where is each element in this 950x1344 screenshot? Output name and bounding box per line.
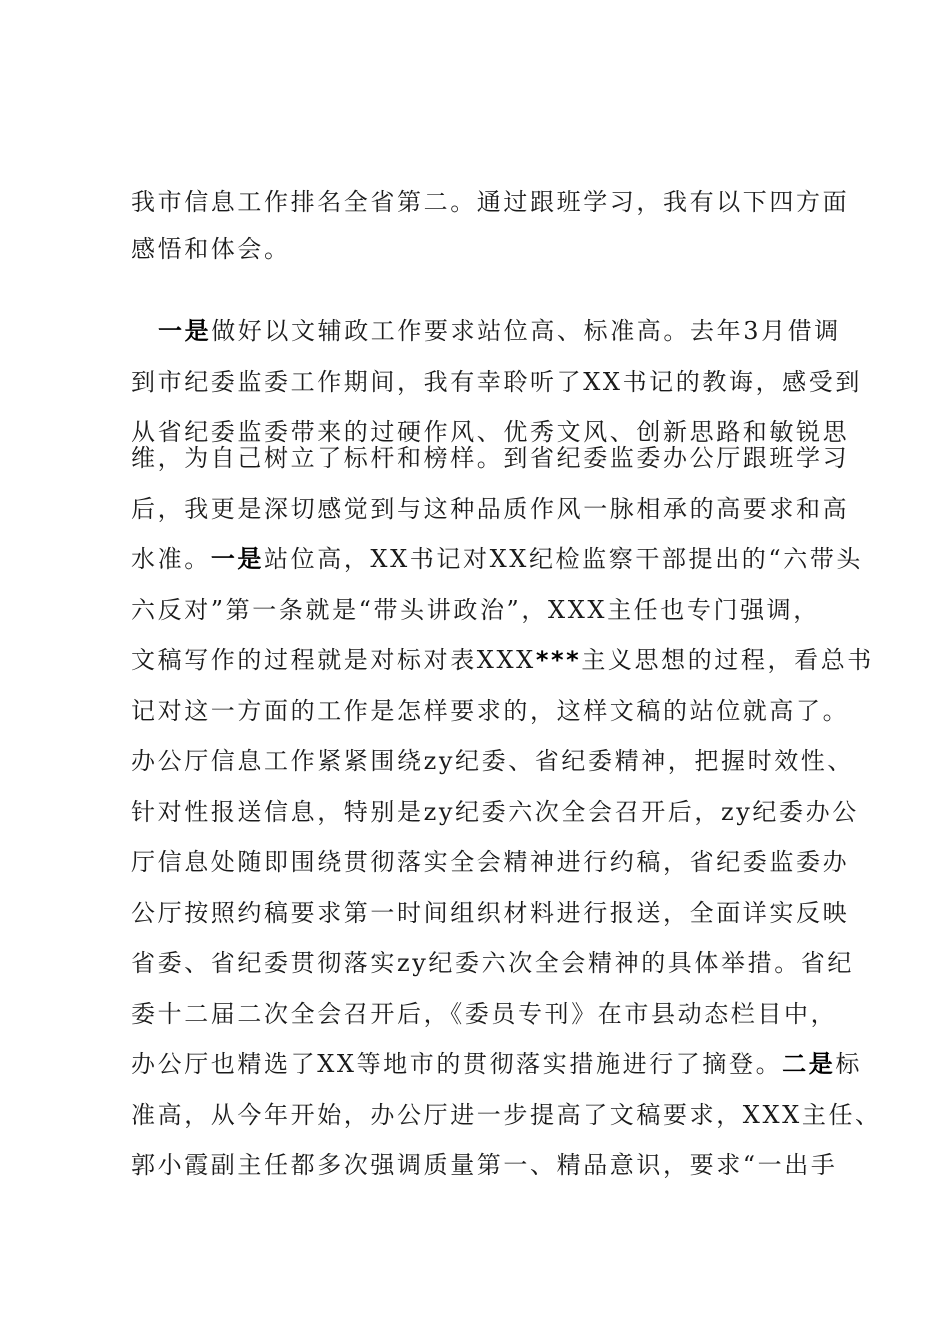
emphasis-text: 一是 xyxy=(158,317,212,345)
text-line: 省委、省纪委贯彻落实zy纪委六次全会精神的具体举措。省纪 xyxy=(131,949,855,977)
text-line: 感悟和体会。 xyxy=(131,235,291,263)
text-line: 从省纪委监委带来的过硬作风、优秀文风、创新思路和敏锐思 xyxy=(131,418,850,446)
text-line: 郭小霞副主任都多次强调质量第一、精品意识，要求“一出手 xyxy=(131,1151,838,1179)
emphasis-text: 一是 xyxy=(210,545,265,573)
text-line: 准高，从今年开始，办公厅进一步提高了文稿要求，XXX主任、 xyxy=(131,1101,882,1129)
text-line: 委十二届二次全会召开后，《委员专刊》在市县动态栏目中， xyxy=(131,1000,838,1028)
text-line: 针对性报送信息，特别是zy纪委六次全会召开后，zy纪委办公 xyxy=(131,798,859,826)
text-line: 办公厅也精选了XX等地市的贯彻落实措施进行了摘登。二是标 xyxy=(131,1050,862,1078)
text-line: 后，我更是深切感觉到与这种品质作风一脉相承的高要求和高 xyxy=(131,495,850,523)
text-line: 一是做好以文辅政工作要求站位高、标准高。去年3月借调 xyxy=(158,317,841,345)
emphasis-text: 二是 xyxy=(782,1050,836,1078)
text-line: 公厅按照约稿要求第一时间组织材料进行报送，全面详实反映 xyxy=(131,899,850,927)
text-line: 到市纪委监委工作期间，我有幸聆听了XX书记的教诲，感受到 xyxy=(131,368,862,396)
text-line: 记对这一方面的工作是怎样要求的，这样文稿的站位就高了。 xyxy=(131,697,850,725)
text-line: 六反对”第一条就是“带头讲政治”，XXX主任也专门强调， xyxy=(131,596,820,624)
text-line: 办公厅信息工作紧紧围绕zy纪委、省纪委精神，把握时效性、 xyxy=(131,747,855,775)
text-line: 水准。一是站位高，XX书记对XX纪检监察干部提出的“六带头 xyxy=(131,545,864,573)
text-line: 厅信息处随即围绕贯彻落实全会精神进行约稿，省纪委监委办 xyxy=(131,848,850,876)
text-line: 文稿写作的过程就是对标对表XXX***主义思想的过程，看总书 xyxy=(131,646,874,674)
text-line: 我市信息工作排名全省第二。通过跟班学习，我有以下四方面 xyxy=(131,188,850,216)
emphasis-text: *** xyxy=(535,646,582,674)
text-line: 维，为自己树立了标杆和榜样。到省纪委监委办公厅跟班学习 xyxy=(131,444,850,472)
